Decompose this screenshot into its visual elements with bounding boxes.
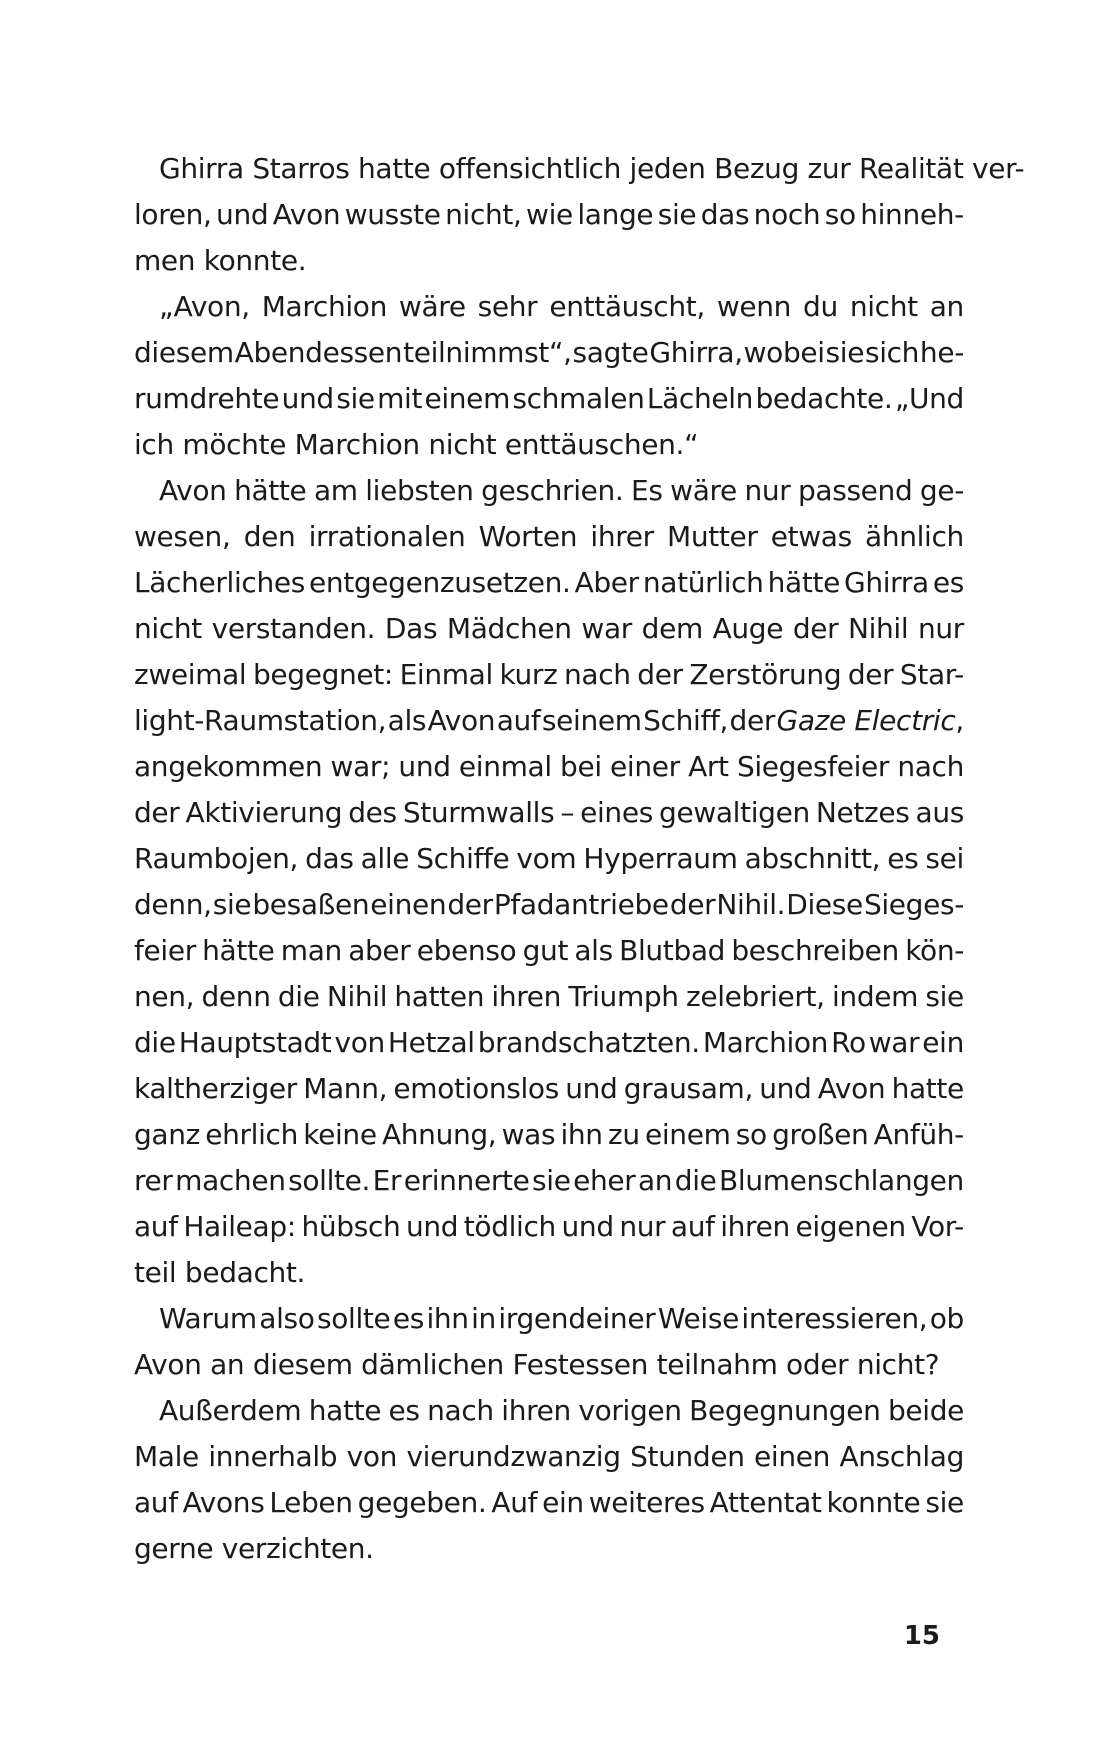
- word: zelebriert,: [685, 980, 825, 1013]
- word: rer: [134, 1164, 173, 1197]
- text-line: [134, 1296, 964, 1342]
- word: und: [565, 1072, 618, 1105]
- word: nicht: [134, 612, 202, 645]
- word: he-: [919, 336, 964, 369]
- word: Siegesfeier: [736, 750, 890, 783]
- word: und: [405, 1210, 459, 1243]
- text-line: [134, 1250, 964, 1296]
- word: es: [932, 566, 964, 599]
- line-text: ich möchte Marchion nicht enttäuschen.“: [134, 428, 699, 461]
- word: und: [398, 750, 451, 783]
- word: und: [561, 1210, 614, 1243]
- word: interessieren,: [741, 1302, 928, 1335]
- text-line: [134, 1066, 964, 1112]
- word: Einmal: [399, 658, 493, 691]
- word: wäre: [398, 290, 466, 323]
- word: weiteres: [588, 1486, 705, 1519]
- word: diesem: [134, 336, 234, 369]
- word: ein: [542, 1486, 584, 1519]
- word: gewaltigen: [659, 796, 810, 829]
- word: begegnet:: [252, 658, 393, 691]
- word: Worten: [478, 520, 578, 553]
- word: hätte: [234, 474, 307, 507]
- word: nur: [744, 474, 791, 507]
- word: es: [392, 1302, 424, 1335]
- word: Anfüh-: [873, 1118, 964, 1151]
- word: Begegnungen: [689, 1394, 881, 1427]
- word: natürlich: [642, 566, 764, 599]
- line-text: teil bedacht.: [134, 1256, 306, 1289]
- word: ihren: [491, 980, 562, 1013]
- text-line: [134, 652, 964, 698]
- text-line: [134, 1480, 964, 1526]
- word: mit: [377, 382, 423, 415]
- word: von: [334, 1026, 385, 1059]
- word: Schiffe: [416, 842, 510, 875]
- text-line: [134, 974, 964, 1020]
- word: bei: [560, 750, 602, 783]
- word: hatte: [891, 1072, 964, 1105]
- word: Sturmwalls: [402, 796, 555, 829]
- word: man: [280, 934, 342, 967]
- page-number: 15: [903, 1621, 940, 1651]
- text-line: [134, 514, 964, 560]
- text-line: [134, 146, 1025, 192]
- word: Anschlag: [839, 1440, 964, 1473]
- word: es: [388, 1394, 420, 1427]
- word: sie: [657, 198, 697, 231]
- word: Aktivierung: [185, 796, 343, 829]
- word: der: [669, 888, 716, 921]
- text-line: [134, 836, 964, 882]
- word: denn: [201, 980, 271, 1013]
- word: sie: [336, 382, 375, 415]
- word: Male: [134, 1440, 199, 1473]
- word: gut: [522, 934, 569, 967]
- word: Auf: [491, 1486, 538, 1519]
- word: vierundzwanzig: [406, 1440, 621, 1473]
- word: Hauptstadt: [178, 1026, 332, 1059]
- word: Blumenschlangen: [719, 1164, 964, 1197]
- word: Es: [631, 474, 663, 507]
- word: ein: [922, 1026, 964, 1059]
- word: erinnerte: [403, 1164, 530, 1197]
- word: der: [637, 658, 683, 691]
- word: keine: [303, 1118, 377, 1151]
- word: wenn: [716, 290, 792, 323]
- word: als: [387, 704, 427, 737]
- word: was: [501, 1118, 556, 1151]
- text-line: [134, 192, 964, 238]
- word: Warum: [159, 1302, 257, 1335]
- word: ebenso: [416, 934, 517, 967]
- word: liebsten: [365, 474, 474, 507]
- word: die: [134, 1026, 176, 1059]
- word: der: [729, 704, 775, 737]
- word: teilnimmst“,: [403, 336, 572, 369]
- word: Aber: [574, 566, 639, 599]
- word: Ghirra: [844, 566, 929, 599]
- word: beschreiben: [731, 934, 899, 967]
- ship-name: Gaze Electric,: [776, 704, 964, 737]
- word: angekommen: [134, 750, 323, 783]
- text-line: [134, 376, 964, 422]
- word: wesen,: [134, 520, 231, 553]
- text-line: [134, 238, 964, 284]
- word: sehr: [477, 290, 538, 323]
- word: Er: [372, 1164, 402, 1197]
- line-text: gerne verzichten.: [134, 1532, 374, 1565]
- word: Avon: [427, 704, 496, 737]
- word: Ro: [831, 1026, 866, 1059]
- word: „Avon,: [159, 290, 250, 323]
- word: hätte: [202, 934, 275, 967]
- text-line: [134, 1342, 964, 1388]
- word: der: [447, 888, 493, 921]
- word: sie: [825, 336, 865, 369]
- word: Attentat: [709, 1486, 822, 1519]
- word: alle: [360, 842, 410, 875]
- word: wobei: [743, 336, 825, 369]
- word: emotionslos: [393, 1072, 559, 1105]
- word: wäre: [670, 474, 737, 507]
- word: bedachte.: [755, 382, 893, 415]
- word: eher: [573, 1164, 636, 1197]
- word: Marchion: [261, 290, 387, 323]
- word: Ghirra,: [649, 336, 743, 369]
- word: Weise: [657, 1302, 739, 1335]
- word: eigenen: [795, 1210, 906, 1243]
- word: machen: [175, 1164, 286, 1197]
- word: nach: [897, 750, 964, 783]
- word: nach: [564, 658, 631, 691]
- word: Star-: [899, 658, 964, 691]
- word: hübsch: [301, 1210, 401, 1243]
- word: tödlich: [463, 1210, 556, 1243]
- word: ihrer: [590, 520, 654, 553]
- word: der: [792, 612, 839, 645]
- word: als: [574, 934, 613, 967]
- word: Abendessen: [234, 336, 403, 369]
- word: abschnitt,: [744, 842, 881, 875]
- word: und: [216, 198, 269, 231]
- word: großen: [772, 1118, 869, 1151]
- word: ob: [929, 1302, 964, 1335]
- text-line: [134, 1158, 964, 1204]
- word: feier: [134, 934, 196, 967]
- word: Sieges-: [863, 888, 964, 921]
- word: geschrien.: [481, 474, 624, 507]
- word: den: [243, 520, 296, 553]
- word: Blutbad: [619, 934, 726, 967]
- word: einem: [424, 382, 510, 415]
- word: der: [134, 796, 180, 829]
- text-line: [134, 1112, 964, 1158]
- word: so: [735, 1118, 767, 1151]
- word: sollte: [317, 1302, 391, 1335]
- line-text: Avon an diesem dämlichen Festessen teilnahm oder nicht?: [134, 1348, 940, 1381]
- word: lange: [577, 198, 654, 231]
- word: dem: [641, 612, 703, 645]
- word: „Und: [894, 382, 964, 415]
- word: und: [281, 382, 334, 415]
- text-line: [134, 1388, 964, 1434]
- word: grausam,: [623, 1072, 753, 1105]
- word: Hetzal: [387, 1026, 475, 1059]
- word: Vor-: [911, 1210, 964, 1243]
- text-line: [134, 1020, 964, 1066]
- word: Mann,: [303, 1072, 388, 1105]
- text-line: [134, 1204, 964, 1250]
- word: aus: [915, 796, 964, 829]
- word: vom: [516, 842, 577, 875]
- line-text: men konnte.: [134, 244, 307, 277]
- word: hätte: [767, 566, 840, 599]
- text-line: [134, 928, 964, 974]
- word: wusste: [344, 198, 441, 231]
- word: nach: [427, 1394, 494, 1427]
- word: enttäuscht,: [549, 290, 705, 323]
- word: Ahnung,: [381, 1118, 497, 1151]
- word: Schiff,: [643, 704, 729, 737]
- word: brandschatzten.: [477, 1026, 700, 1059]
- word: konnte: [826, 1486, 921, 1519]
- word: auf: [496, 704, 541, 737]
- word: Hyperraum: [583, 842, 738, 875]
- word: an: [929, 290, 964, 323]
- word: ihn: [426, 1302, 469, 1335]
- word: etwas: [770, 520, 852, 553]
- text-line: [134, 1434, 964, 1480]
- word: loren,: [134, 198, 212, 231]
- word: es: [887, 842, 919, 875]
- word: –: [560, 796, 575, 829]
- word: ähnlich: [865, 520, 964, 553]
- word: zu: [607, 1118, 640, 1151]
- word: du: [803, 290, 838, 323]
- word: hatten: [394, 980, 485, 1013]
- word: denn,: [134, 888, 212, 921]
- word: auf: [134, 1210, 178, 1243]
- word: kurz: [499, 658, 558, 691]
- word: irgendeiner: [498, 1302, 656, 1335]
- word: sie: [925, 980, 964, 1013]
- word: die: [277, 980, 320, 1013]
- word: sagte: [572, 336, 649, 369]
- word: Leben: [269, 1486, 353, 1519]
- word: Mädchen: [446, 612, 572, 645]
- word: ihren: [720, 1210, 790, 1243]
- word: hinneh-: [860, 198, 964, 231]
- word: Lächerliches: [134, 566, 305, 599]
- word: innerhalb: [208, 1440, 338, 1473]
- text-line: [134, 882, 964, 928]
- word: hatte: [308, 1394, 382, 1427]
- word: war: [581, 612, 632, 645]
- word: so: [824, 198, 856, 231]
- word: aber: [348, 934, 411, 967]
- word: passend: [797, 474, 913, 507]
- word: Triumph: [568, 980, 679, 1013]
- word: am: [313, 474, 358, 507]
- word: der: [847, 658, 894, 691]
- word: Haileap:: [183, 1210, 296, 1243]
- word: verstanden.: [211, 612, 376, 645]
- word: wie: [526, 198, 573, 231]
- word: ehrlich: [205, 1118, 298, 1151]
- word: vorigen: [578, 1394, 682, 1427]
- word: sollte.: [288, 1164, 371, 1197]
- word: Diese: [786, 888, 863, 921]
- text-line: [134, 284, 964, 330]
- word: Avons: [182, 1486, 265, 1519]
- word: nen,: [134, 980, 195, 1013]
- word: sie: [532, 1164, 571, 1197]
- word: Avon: [817, 1072, 886, 1105]
- word: Zerstörung: [689, 658, 842, 691]
- word: war: [868, 1026, 920, 1059]
- word: einmal: [458, 750, 552, 783]
- body-text: [134, 146, 1025, 1572]
- word: die: [674, 1164, 717, 1197]
- word: und: [759, 1072, 812, 1105]
- word: auf: [670, 1210, 715, 1243]
- word: das: [305, 842, 354, 875]
- text-line: [134, 560, 964, 606]
- word: Stunden: [630, 1440, 745, 1473]
- word: Nihil: [326, 980, 388, 1013]
- word: kaltherziger: [134, 1072, 297, 1105]
- word: einem: [645, 1118, 731, 1151]
- text-line: [134, 698, 964, 744]
- word: ge-: [919, 474, 964, 507]
- word: light-Raumstation,: [134, 704, 387, 737]
- word: beide: [887, 1394, 964, 1427]
- word: nicht,: [445, 198, 522, 231]
- word: Raumbojen,: [134, 842, 299, 875]
- word: das: [700, 198, 750, 231]
- word: Das: [384, 612, 438, 645]
- word: noch: [753, 198, 821, 231]
- word: sie: [925, 1486, 964, 1519]
- word: nur: [918, 612, 964, 645]
- word: eines: [580, 796, 653, 829]
- word: in: [471, 1302, 496, 1335]
- word: Nihil.: [716, 888, 786, 921]
- word: Auge: [712, 612, 784, 645]
- line-text: Ghirra Starros hatte offensichtlich jeden Bezug zur Realität ver-: [159, 152, 1025, 185]
- word: Marchion: [702, 1026, 829, 1059]
- text-line: [134, 790, 964, 836]
- word: Pfadantriebe: [493, 888, 669, 921]
- text-line: [134, 422, 964, 468]
- word: Avon: [272, 198, 341, 231]
- word: besaßen: [252, 888, 370, 921]
- word: rumdrehte: [134, 382, 280, 415]
- word: Avon: [159, 474, 227, 507]
- word: ganz: [134, 1118, 200, 1151]
- word: entgegenzusetzen.: [308, 566, 571, 599]
- text-line: [134, 468, 964, 514]
- text-line: [134, 1526, 964, 1572]
- word: ihren: [501, 1394, 571, 1427]
- word: indem: [832, 980, 919, 1013]
- word: nicht: [849, 290, 918, 323]
- word: also: [259, 1302, 315, 1335]
- word: Mutter: [667, 520, 758, 553]
- word: ihn: [560, 1118, 603, 1151]
- word: einer: [610, 750, 680, 783]
- word: zweimal: [134, 658, 247, 691]
- word: sie: [212, 888, 252, 921]
- word: Außerdem: [159, 1394, 302, 1427]
- word: des: [348, 796, 397, 829]
- word: von: [346, 1440, 398, 1473]
- text-line: [134, 606, 964, 652]
- word: Netzes: [815, 796, 910, 829]
- text-line: [134, 330, 964, 376]
- word: war;: [330, 750, 391, 783]
- word: irrationalen: [308, 520, 466, 553]
- word: Lächeln: [646, 382, 754, 415]
- word: gegeben.: [357, 1486, 487, 1519]
- word: nur: [619, 1210, 666, 1243]
- word: Art: [688, 750, 729, 783]
- text-line: [134, 744, 964, 790]
- word: sich: [864, 336, 920, 369]
- word: kön-: [905, 934, 964, 967]
- word: sei: [925, 842, 964, 875]
- word: einen: [370, 888, 447, 921]
- word: einen: [754, 1440, 831, 1473]
- word: seinem: [541, 704, 642, 737]
- word: schmalen: [512, 382, 645, 415]
- word: Nihil: [848, 612, 909, 645]
- word: auf: [134, 1486, 178, 1519]
- word: an: [638, 1164, 673, 1197]
